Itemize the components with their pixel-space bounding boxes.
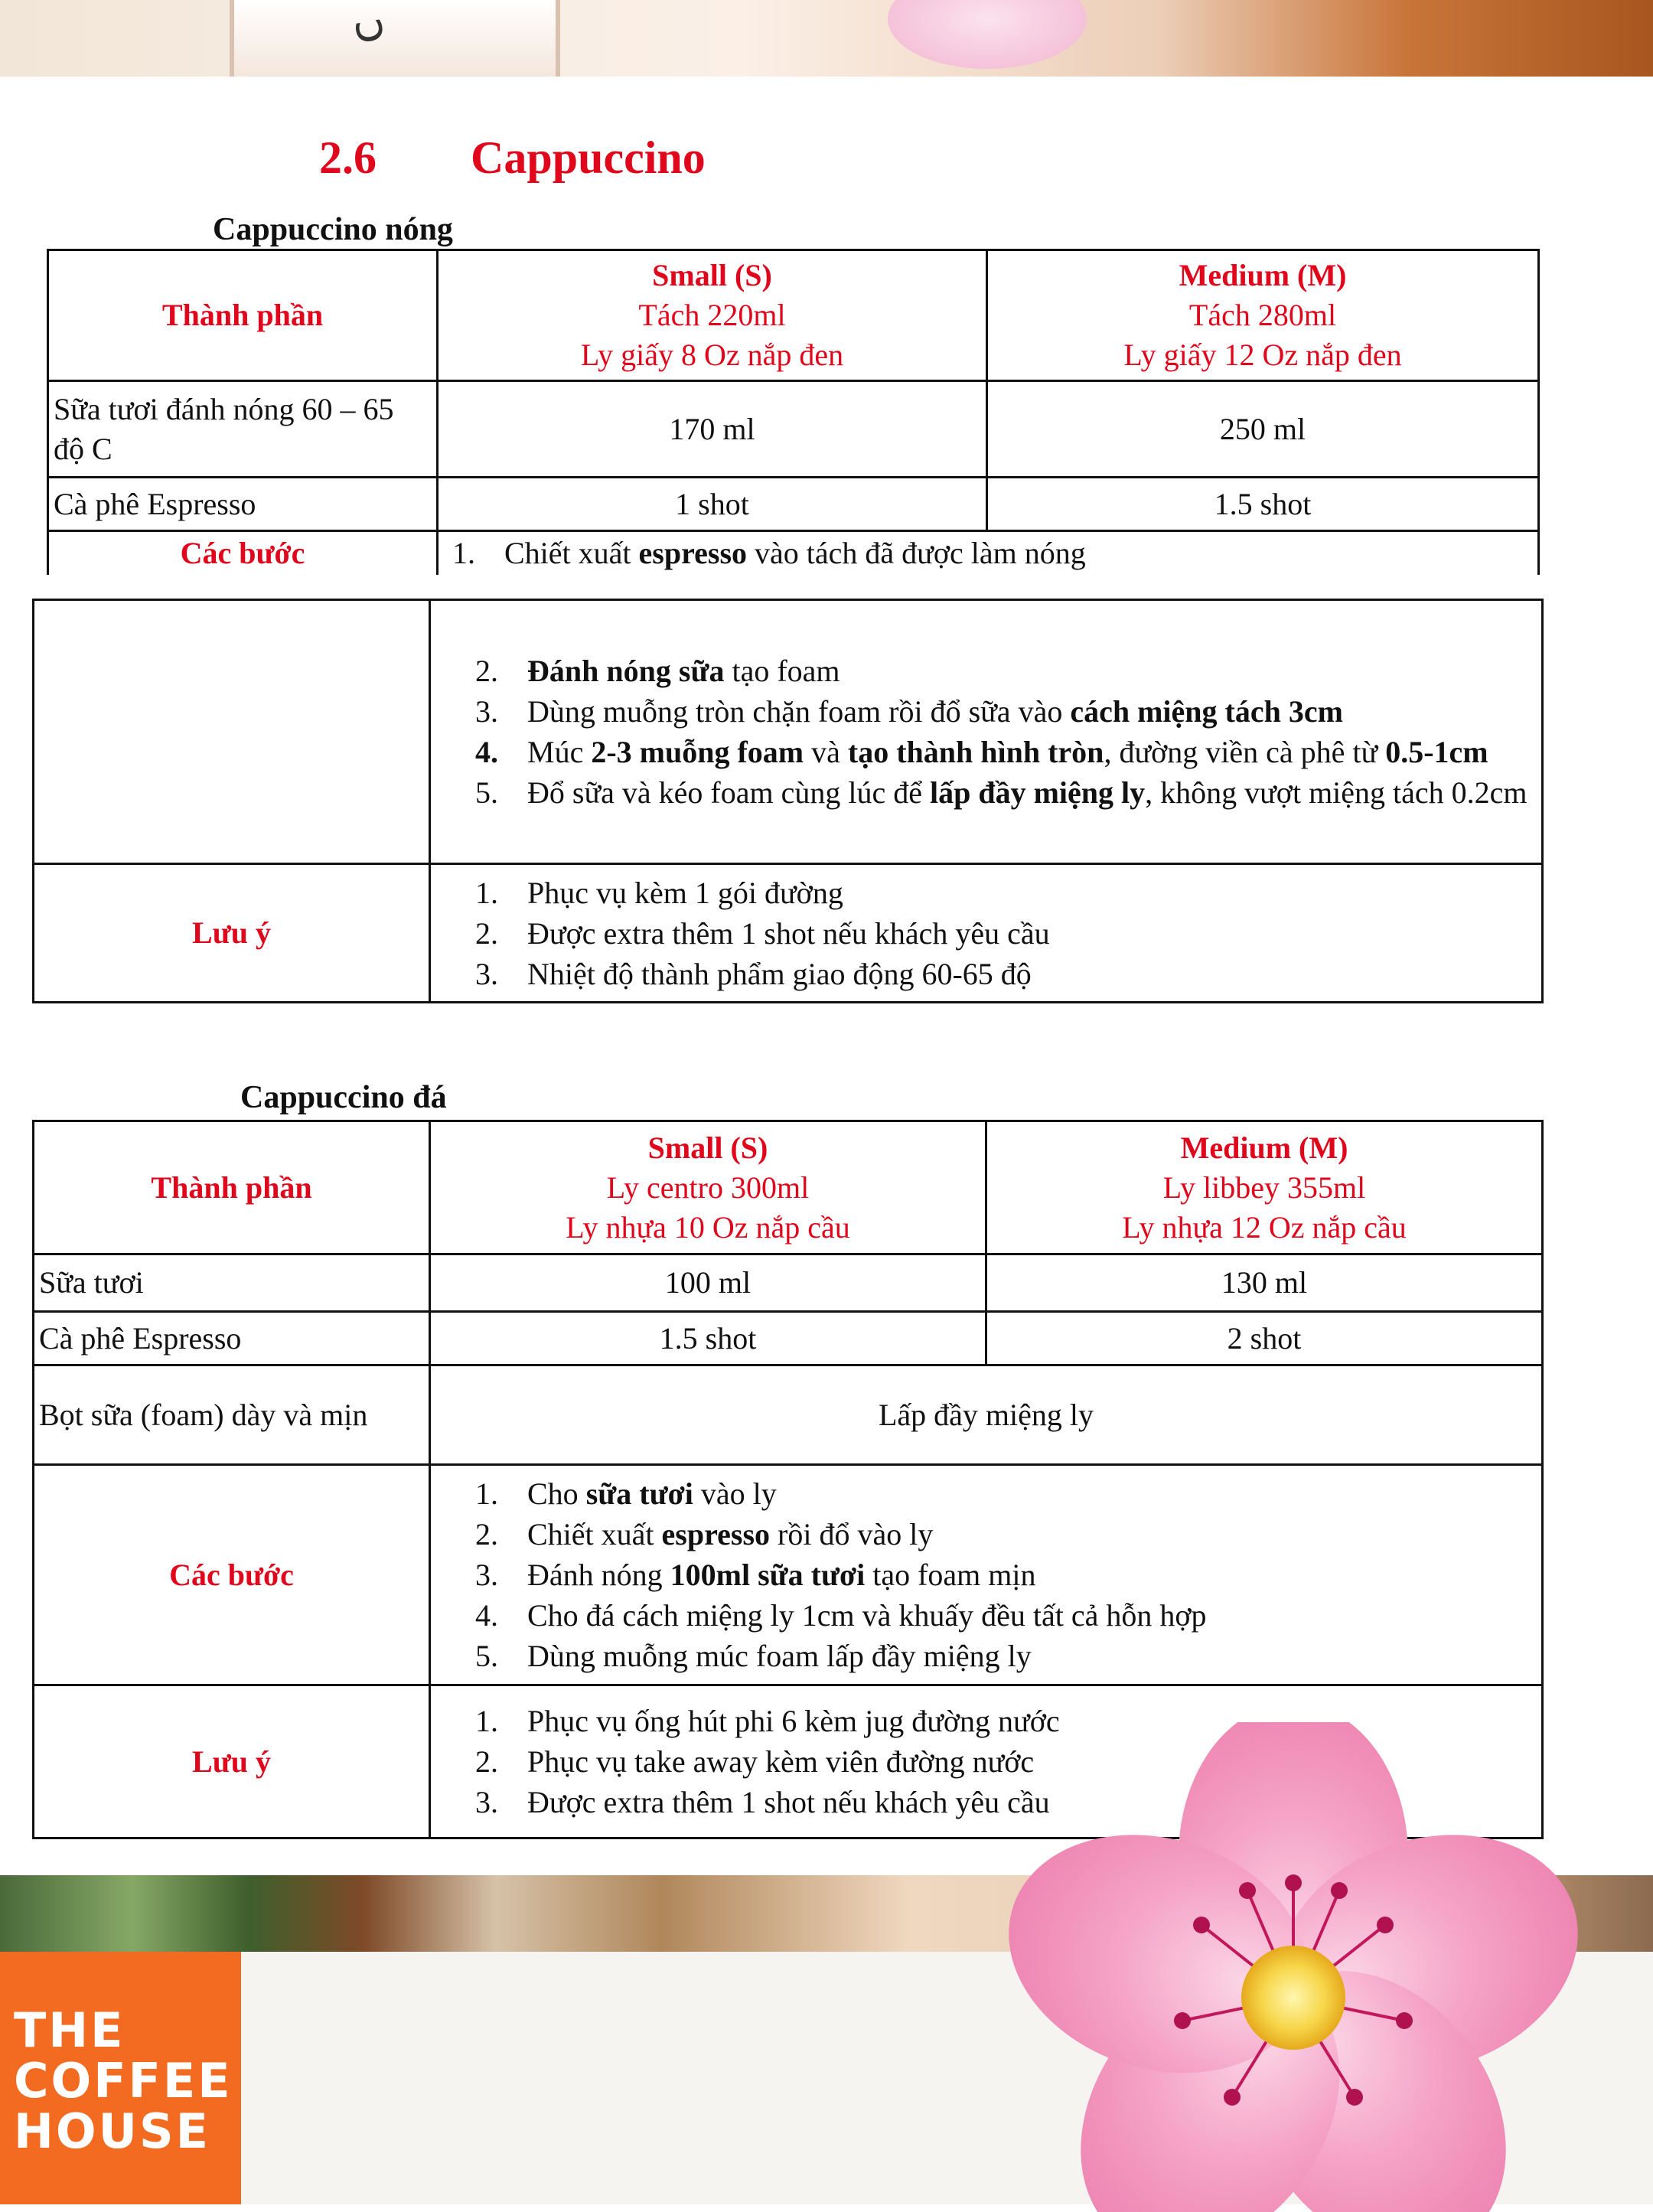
hot-table-continued: [32, 599, 1544, 1003]
iced-steps-label: Các bước: [34, 1465, 430, 1685]
iced-small-name: Small (S): [647, 1130, 768, 1165]
iced-step-2: 2. Chiết xuất espresso rồi đổ vào ly: [475, 1517, 934, 1551]
hot-notes-list: [430, 864, 1543, 1003]
hot-small-cup: Tách 220ml: [638, 298, 786, 332]
header-photo: [0, 0, 1653, 77]
list-item: 2. Được extra thêm 1 shot nếu khách yêu cầu: [475, 915, 1050, 951]
hot-medium-cup: Tách 280ml: [1188, 298, 1337, 332]
hot-small-name: Small (S): [652, 258, 772, 292]
iced-title: Cappuccino đá: [240, 1080, 447, 1115]
list-item: 1. Phục vụ ống hút phi 6 kèm jug đường nước: [475, 1704, 1060, 1738]
iced-header-row: [34, 1121, 1543, 1254]
row-label: Cà phê Espresso: [34, 1312, 430, 1365]
hot-notes-row: [34, 864, 1543, 1003]
iced-small-plastic: Ly nhựa 10 Oz nắp cầu: [566, 1209, 850, 1245]
hot-notes-label: Lưu ý: [34, 864, 430, 1003]
row-small-value: 170 ml: [438, 381, 987, 478]
row-medium-value: 1.5 shot: [987, 478, 1539, 531]
hot-step-2: 2. Đánh nóng sữa tạo foam: [475, 654, 840, 688]
section-number: 2.6: [319, 132, 377, 183]
iced-steps-list: [430, 1465, 1543, 1685]
row-small-value: 1.5 shot: [430, 1312, 986, 1365]
iced-medium-name: Medium (M): [1180, 1130, 1348, 1165]
table-row: [48, 478, 1539, 531]
iced-steps-row: [34, 1465, 1543, 1685]
iced-foam-row: [34, 1365, 1543, 1465]
iced-medium-cup: Ly libbey 355ml: [1162, 1170, 1366, 1205]
list-item: 1. Phục vụ kèm 1 gói đường: [475, 875, 843, 910]
list-item: 3. Nhiệt độ thành phẩm giao động 60-65 độ: [475, 956, 1032, 991]
section-heading: [319, 132, 706, 184]
hot-step-5: 5. Đổ sữa và kéo foam cùng lúc để lấp đầy miệng ly, không vượt miệng tách 0.2cm: [475, 775, 1527, 810]
row-label: Sữa tươi đánh nóng 60 – 65 độ C: [48, 381, 438, 478]
hot-medium-name: Medium (M): [1179, 258, 1347, 292]
hot-medium-header: [987, 250, 1539, 381]
list-item: 2. Phục vụ take away kèm viên đường nước: [475, 1744, 1035, 1779]
iced-medium-header: [986, 1121, 1543, 1254]
iced-foam-label: Bọt sữa (foam) dày và mịn: [34, 1365, 430, 1465]
hot-title: Cappuccino nóng: [213, 212, 453, 247]
hot-ingredient-header: Thành phần: [48, 250, 438, 381]
iced-notes-label: Lưu ý: [34, 1685, 430, 1838]
row-medium-value: 130 ml: [986, 1254, 1543, 1312]
hot-medium-paper: Ly giấy 12 Oz nắp đen: [1123, 338, 1402, 372]
cup-print-icon: ↄ: [344, 13, 401, 48]
row-small-value: 1 shot: [438, 478, 987, 531]
iced-step-3: 3. Đánh nóng 100ml sữa tươi tạo foam mịn: [475, 1558, 1036, 1592]
iced-step-1: 1. Cho sữa tươi vào ly: [475, 1476, 777, 1511]
table-row: [48, 381, 1539, 478]
hot-small-paper: Ly giấy 8 Oz nắp đen: [580, 338, 844, 372]
hot-step-3: 3. Dùng muỗng tròn chặn foam rồi đổ sữa vào cách miệng tách 3cm: [475, 694, 1343, 729]
hot-steps-list: [430, 600, 1543, 864]
hot-step-4: 4. Múc 2-3 muỗng foam và tạo thành hình tròn, đường viền cà phê từ 0.5-1cm: [475, 735, 1488, 769]
hot-steps-row: [34, 600, 1543, 864]
list-item: 3. Được extra thêm 1 shot nếu khách yêu cầu: [475, 1785, 1050, 1819]
iced-small-header: [430, 1121, 986, 1254]
row-label: Cà phê Espresso: [48, 478, 438, 531]
iced-step-4: 4. Cho đá cách miệng ly 1cm và khuấy đều tất cả hỗn hợp: [475, 1598, 1207, 1633]
hot-step-1: 1. Chiết xuất espresso vào tách đã được làm nóng: [438, 531, 1539, 576]
row-medium-value: 2 shot: [986, 1312, 1543, 1365]
petal-image: [888, 0, 1087, 69]
row-label: Sữa tươi: [34, 1254, 430, 1312]
iced-small-cup: Ly centro 300ml: [606, 1170, 810, 1205]
iced-ingredient-header: Thành phần: [34, 1121, 430, 1254]
hot-steps-row-start: [48, 531, 1539, 576]
table-row: [34, 1254, 1543, 1312]
iced-foam-value: Lấp đầy miệng ly: [430, 1365, 1543, 1465]
hot-steps-label: Các bước: [48, 531, 438, 576]
hot-small-header: [438, 250, 987, 381]
step-number: 1.: [452, 536, 475, 570]
hot-table: [47, 249, 1540, 575]
iced-medium-plastic: Ly nhựa 12 Oz nắp cầu: [1122, 1209, 1407, 1245]
row-small-value: 100 ml: [430, 1254, 986, 1312]
flower-icon: [972, 1722, 1653, 2212]
table-row: [34, 1312, 1543, 1365]
hot-header-row: [48, 250, 1539, 381]
brand-logo: THE COFFEE HOUSE: [14, 2002, 233, 2159]
section-title: Cappuccino: [471, 132, 706, 183]
iced-step-5: 5. Dùng muỗng múc foam lấp đầy miệng ly: [475, 1639, 1032, 1673]
hot-steps-label-cell: [34, 600, 430, 864]
row-medium-value: 250 ml: [987, 381, 1539, 478]
